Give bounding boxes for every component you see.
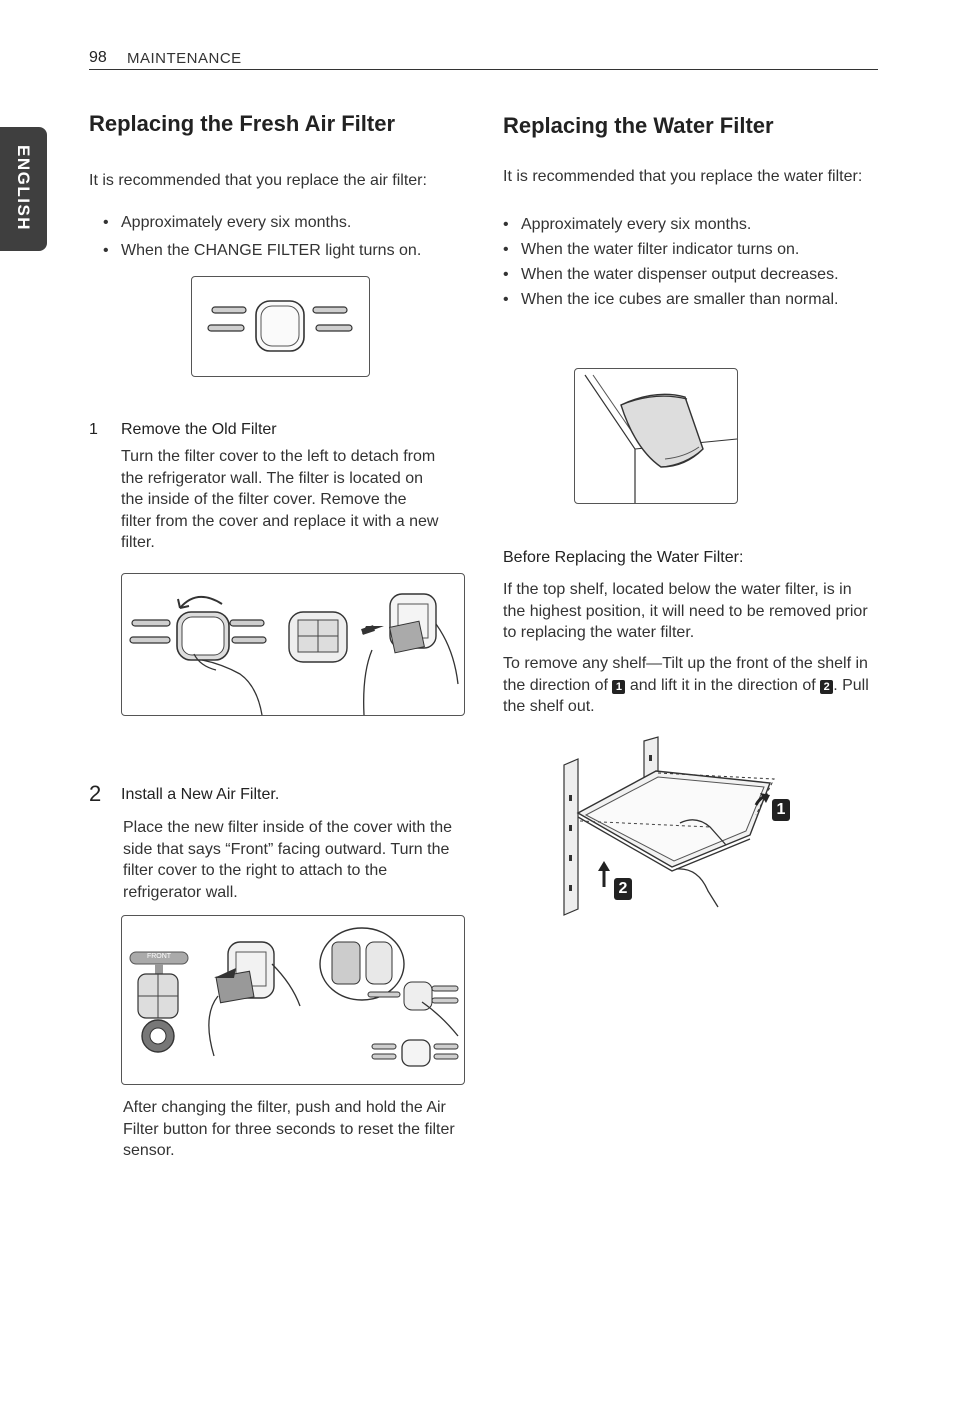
water-filter-bullets (503, 214, 858, 311)
language-tab-label: ENGLISH (14, 145, 33, 232)
remove-shelf-text-part1: To remove any shelf—Tilt up the front of the shelf in the direction of (503, 655, 868, 694)
direction-marker-1: 1 (612, 680, 625, 694)
before-replacing-title: Before Replacing the Water Filter: (503, 549, 744, 566)
install-filter-figure (121, 915, 465, 1085)
step-number: 2 (89, 781, 102, 806)
water-filter-intro: It is recommended that you replace the water filter: (503, 168, 863, 185)
step-title: Remove the Old Filter (121, 421, 277, 438)
step-text: Place the new filter inside of the cover with the side that says “Front” facing outward. Turn the filter cover to the right to attach to the refrigerator wall. (123, 819, 453, 901)
front-label: FRONT (146, 953, 172, 960)
remove-shelf-text (503, 653, 875, 718)
shelf-marker-1: 1 (772, 799, 790, 821)
water-filter-figure (574, 368, 738, 504)
section-title: MAINTENANCE (127, 50, 242, 67)
shelf-removal-figure (560, 735, 800, 920)
before-replacing-text: If the top shelf, located below the water filter, is in the highest position, it will need to be removed prior to replacing the water filter. (503, 581, 868, 641)
page-number: 98 (89, 49, 107, 66)
direction-marker-2: 2 (820, 680, 833, 694)
step-title: Install a New Air Filter. (121, 786, 280, 803)
water-filter-title: Replacing the Water Filter (503, 113, 774, 138)
step-number: 1 (89, 421, 98, 438)
header-rule (89, 69, 878, 70)
list-item: • When the CHANGE FILTER light turns on. (103, 240, 421, 262)
step-text: Turn the filter cover to the left to detach from the refrigerator wall. The filter is located on the inside of the filter cover. Remove the filter from the cover and replace it with a new filter. (121, 448, 439, 551)
reset-instructions: After changing the filter, push and hold the Air Filter button for three seconds to reset the filter sensor. (123, 1099, 455, 1159)
list-item: • When the ice cubes are smaller than normal. (503, 289, 858, 311)
air-filter-intro: It is recommended that you replace the air filter: (89, 172, 427, 189)
control-panel-figure (191, 276, 370, 377)
list-item: • Approximately every six months. (503, 214, 858, 236)
language-tab (0, 127, 47, 251)
fresh-air-filter-title: Replacing the Fresh Air Filter (89, 111, 396, 136)
remove-shelf-text-part2: and lift it in the direction of (629, 676, 816, 694)
remove-filter-figure (121, 573, 465, 716)
list-item: • When the water dispenser output decreases. (503, 264, 858, 286)
air-filter-bullets (103, 212, 421, 262)
list-item: • When the water filter indicator turns on. (503, 239, 858, 261)
remove-shelf-text-part3: . Pull the shelf out. (503, 676, 869, 715)
shelf-marker-2: 2 (614, 878, 632, 900)
list-item: • Approximately every six months. (103, 212, 421, 234)
